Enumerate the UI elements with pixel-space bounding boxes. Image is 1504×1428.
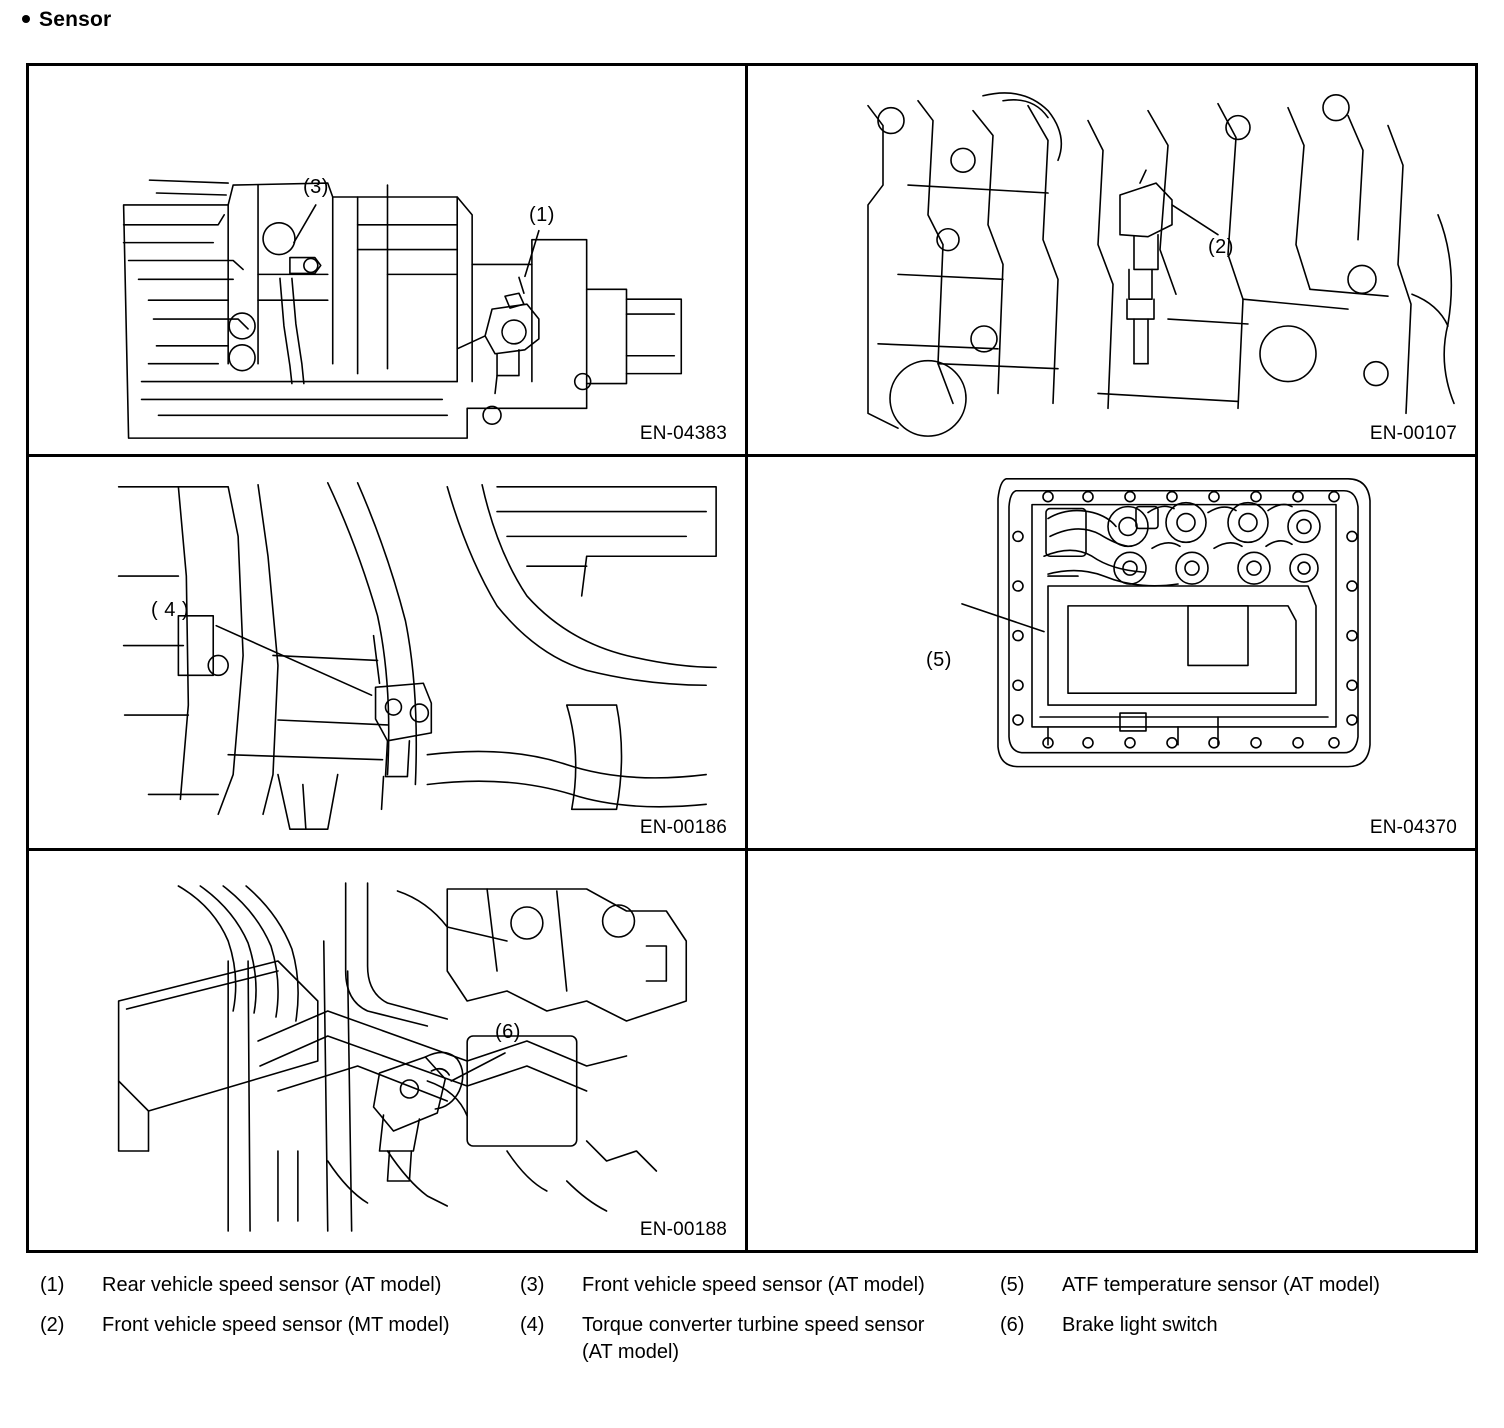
figure-cell-en-04370 bbox=[748, 457, 1475, 851]
legend-item-4 bbox=[520, 1312, 1000, 1366]
illustration-transmission-speed-sensors bbox=[29, 66, 745, 454]
legend-number: (6) bbox=[1000, 1314, 1025, 1336]
callout-4: ( 4 ) bbox=[151, 599, 190, 621]
figure-cell-en-00188 bbox=[29, 851, 748, 1250]
figure-code-en-04383: EN-04383 bbox=[639, 423, 727, 444]
legend-number: (1) bbox=[40, 1274, 65, 1296]
legend-item-1 bbox=[40, 1272, 520, 1299]
figure-cell-en-00107 bbox=[748, 66, 1475, 457]
legend-label: Front vehicle speed sensor (MT model) bbox=[102, 1314, 450, 1336]
legend-item-2 bbox=[40, 1312, 520, 1366]
legend-item-6 bbox=[1000, 1312, 1440, 1366]
callout-6: (6) bbox=[495, 1021, 521, 1043]
figure-code-en-04370: EN-04370 bbox=[1369, 817, 1457, 838]
callout-2: (2) bbox=[1208, 236, 1234, 258]
legend bbox=[40, 1272, 1470, 1379]
legend-number: (4) bbox=[520, 1314, 545, 1336]
legend-row bbox=[40, 1272, 1470, 1299]
illustration-turbine-speed-sensor bbox=[29, 457, 745, 848]
legend-row bbox=[40, 1312, 1470, 1366]
bullet-dot-icon bbox=[22, 15, 30, 23]
legend-item-5 bbox=[1000, 1272, 1440, 1299]
figure-code-en-00107: EN-00107 bbox=[1369, 423, 1457, 444]
figure-code-en-00186: EN-00186 bbox=[639, 817, 727, 838]
figure-cell-en-00186 bbox=[29, 457, 748, 851]
callout-1: (1) bbox=[529, 204, 555, 226]
figure-cell-en-04383 bbox=[29, 66, 748, 457]
callout-5: (5) bbox=[926, 649, 952, 671]
legend-number: (5) bbox=[1000, 1274, 1025, 1296]
legend-label: Brake light switch bbox=[1062, 1314, 1218, 1336]
legend-label: Front vehicle speed sensor (AT model) bbox=[582, 1274, 925, 1296]
figure-cell-empty bbox=[748, 851, 1475, 1250]
legend-number: (3) bbox=[520, 1274, 545, 1296]
legend-item-3 bbox=[520, 1272, 1000, 1299]
figure-code-en-00188: EN-00188 bbox=[639, 1219, 727, 1240]
figure-grid bbox=[26, 63, 1478, 1253]
illustration-front-speed-sensor-mt bbox=[748, 66, 1475, 454]
callout-3: (3) bbox=[303, 176, 329, 198]
illustration-atf-temperature-sensor bbox=[748, 457, 1475, 848]
page-title-text: Sensor bbox=[39, 8, 112, 31]
legend-label: ATF temperature sensor (AT model) bbox=[1062, 1274, 1380, 1296]
illustration-brake-light-switch bbox=[29, 851, 745, 1250]
legend-label: Torque converter turbine speed sensor (AT model) bbox=[582, 1314, 925, 1363]
legend-number: (2) bbox=[40, 1314, 65, 1336]
legend-label: Rear vehicle speed sensor (AT model) bbox=[102, 1274, 442, 1296]
page-title bbox=[22, 8, 111, 32]
